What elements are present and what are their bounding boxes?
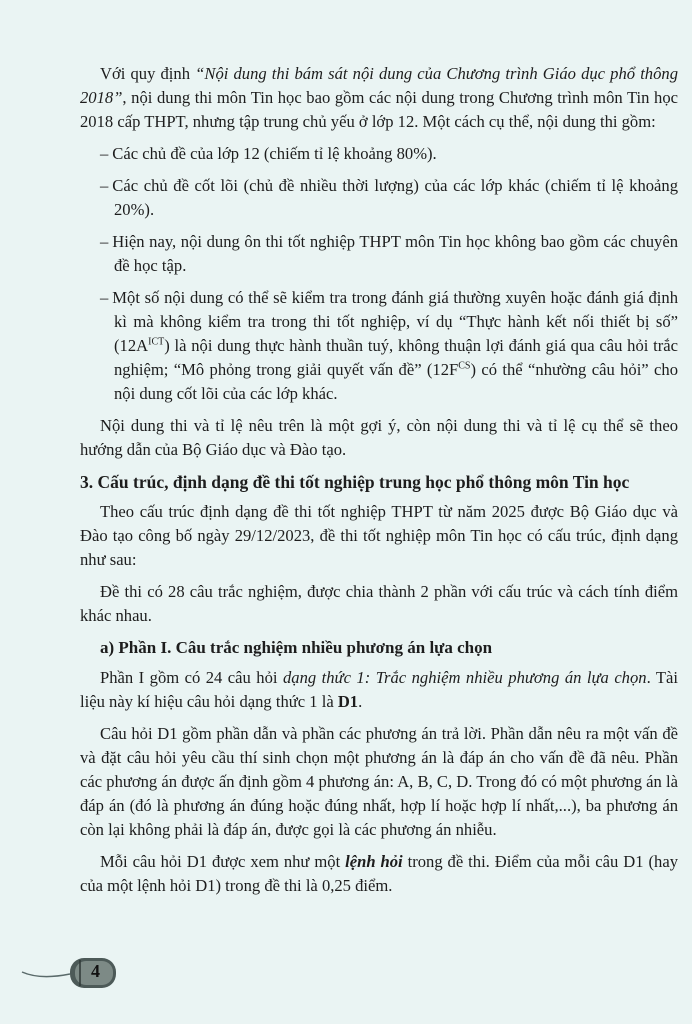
paragraph: Câu hỏi D1 gồm phần dẫn và phần các phương án trả lời. Phần dẫn nêu ra một vấn đề và đặt câu hỏi yêu cầu thí sinh chọn một phương án là đáp án cho vấn đề đã nêu. Phần các phương án được ấn định gồm 4 phương án: A, B, C, D. Trong đó có một phương án là đáp án (đó là phương án đúng hoặc đúng nhất, hợp lí hoặc hợp lí nhất,...), ba phương án còn lại không phải là đáp án, được gọi là các phương án nhiễu. — [80, 724, 678, 839]
list-item — [100, 142, 678, 166]
dash: – — [100, 288, 109, 307]
page-number-badge — [20, 950, 130, 990]
quote-italic: “Nội dung thi bám sát nội dung của Chương trình Giáo dục phổ thông 2018” — [80, 64, 678, 107]
list-item-text: Hiện nay, nội dung ôn thi tốt nghiệp THPT môn Tin học không bao gồm các chuyên đề học tập. — [112, 232, 678, 275]
list-item-text: Các chủ đề của lớp 12 (chiếm tỉ lệ khoảng 80%). — [112, 144, 437, 163]
dash: – — [100, 144, 109, 163]
dash: – — [100, 176, 109, 195]
intro-paragraph — [80, 62, 678, 134]
list-item — [100, 286, 678, 406]
text: Mỗi câu hỏi D1 được xem như một — [100, 852, 346, 871]
section-heading: 3. Cấu trúc, định dạng đề thi tốt nghiệp trung học phổ thông môn Tin học — [80, 472, 630, 492]
text: . Tài liệu này kí hiệu câu hỏi dạng thức 1 là — [80, 668, 679, 711]
superscript: CS — [458, 360, 471, 372]
list-item-text: Các chủ đề cốt lõi (chủ đề nhiều thời lượng) của các lớp khác (chiếm tỉ lệ khoảng 20%). — [112, 176, 678, 219]
paragraph: Theo cấu trúc định dạng đề thi tốt nghiệp THPT từ năm 2025 được Bộ Giáo dục và Đào tạo công bố ngày 29/12/2023, đề thi tốt nghiệp môn Tin học có cấu trúc, định dạng như sau: — [80, 502, 678, 569]
text: Với quy định — [100, 64, 196, 83]
bold-italic-text: lệnh hỏi — [345, 852, 403, 871]
italic-text: dạng thức 1: Trắc nghiệm nhiều phương án lựa chọn — [282, 668, 647, 687]
mouse-icon — [20, 950, 130, 990]
page-number: 4 — [91, 961, 100, 981]
text: Một số nội dung có thể sẽ kiểm tra trong đánh giá thường xuyên hoặc đánh giá định kì mà không kiểm tra trong thi tốt nghiệp, ví dụ “Thực hành kết nối thiết bị số” (12A — [112, 288, 678, 355]
dash: – — [100, 232, 109, 251]
note-paragraph: Nội dung thi và tỉ lệ nêu trên là một gợi ý, còn nội dung thi và tỉ lệ cụ thể sẽ theo hướng dẫn của Bộ Giáo dục và Đào tạo. — [80, 416, 678, 459]
page-body — [80, 62, 678, 906]
text: Phần I gồm có 24 câu hỏi — [100, 668, 283, 687]
bold-text: D1 — [337, 692, 359, 711]
paragraph — [80, 666, 678, 714]
list-item — [100, 230, 678, 278]
paragraph — [80, 850, 678, 898]
text: ) có thể “nhường câu hỏi” cho nội dung cốt lõi của các lớp khác. — [114, 360, 678, 403]
superscript: ICT — [148, 336, 165, 348]
text: , nội dung thi môn Tin học bao gồm các nội dung trong Chương trình môn Tin học 2018 cấp THPT, nhưng tập trung chủ yếu ở lớp 12. Một cách cụ thể, nội dung thi gồm: — [80, 88, 678, 131]
list-item — [100, 174, 678, 222]
text: trong đề thi. Điểm của mỗi câu D1 (hay của một lệnh hỏi D1) trong đề thi là 0,25 điểm. — [80, 852, 678, 895]
subsection-heading: a) Phần I. Câu trắc nghiệm nhiều phương án lựa chọn — [100, 638, 493, 657]
text: . — [358, 692, 363, 711]
paragraph: Đề thi có 28 câu trắc nghiệm, được chia thành 2 phần với cấu trúc và cách tính điểm khác nhau. — [80, 582, 678, 625]
text: ) là nội dung thực hành thuần tuý, không thuận lợi đánh giá qua câu hỏi trắc nghiệm; “Mô phỏng trong giải quyết vấn đề” (12F — [114, 336, 678, 379]
